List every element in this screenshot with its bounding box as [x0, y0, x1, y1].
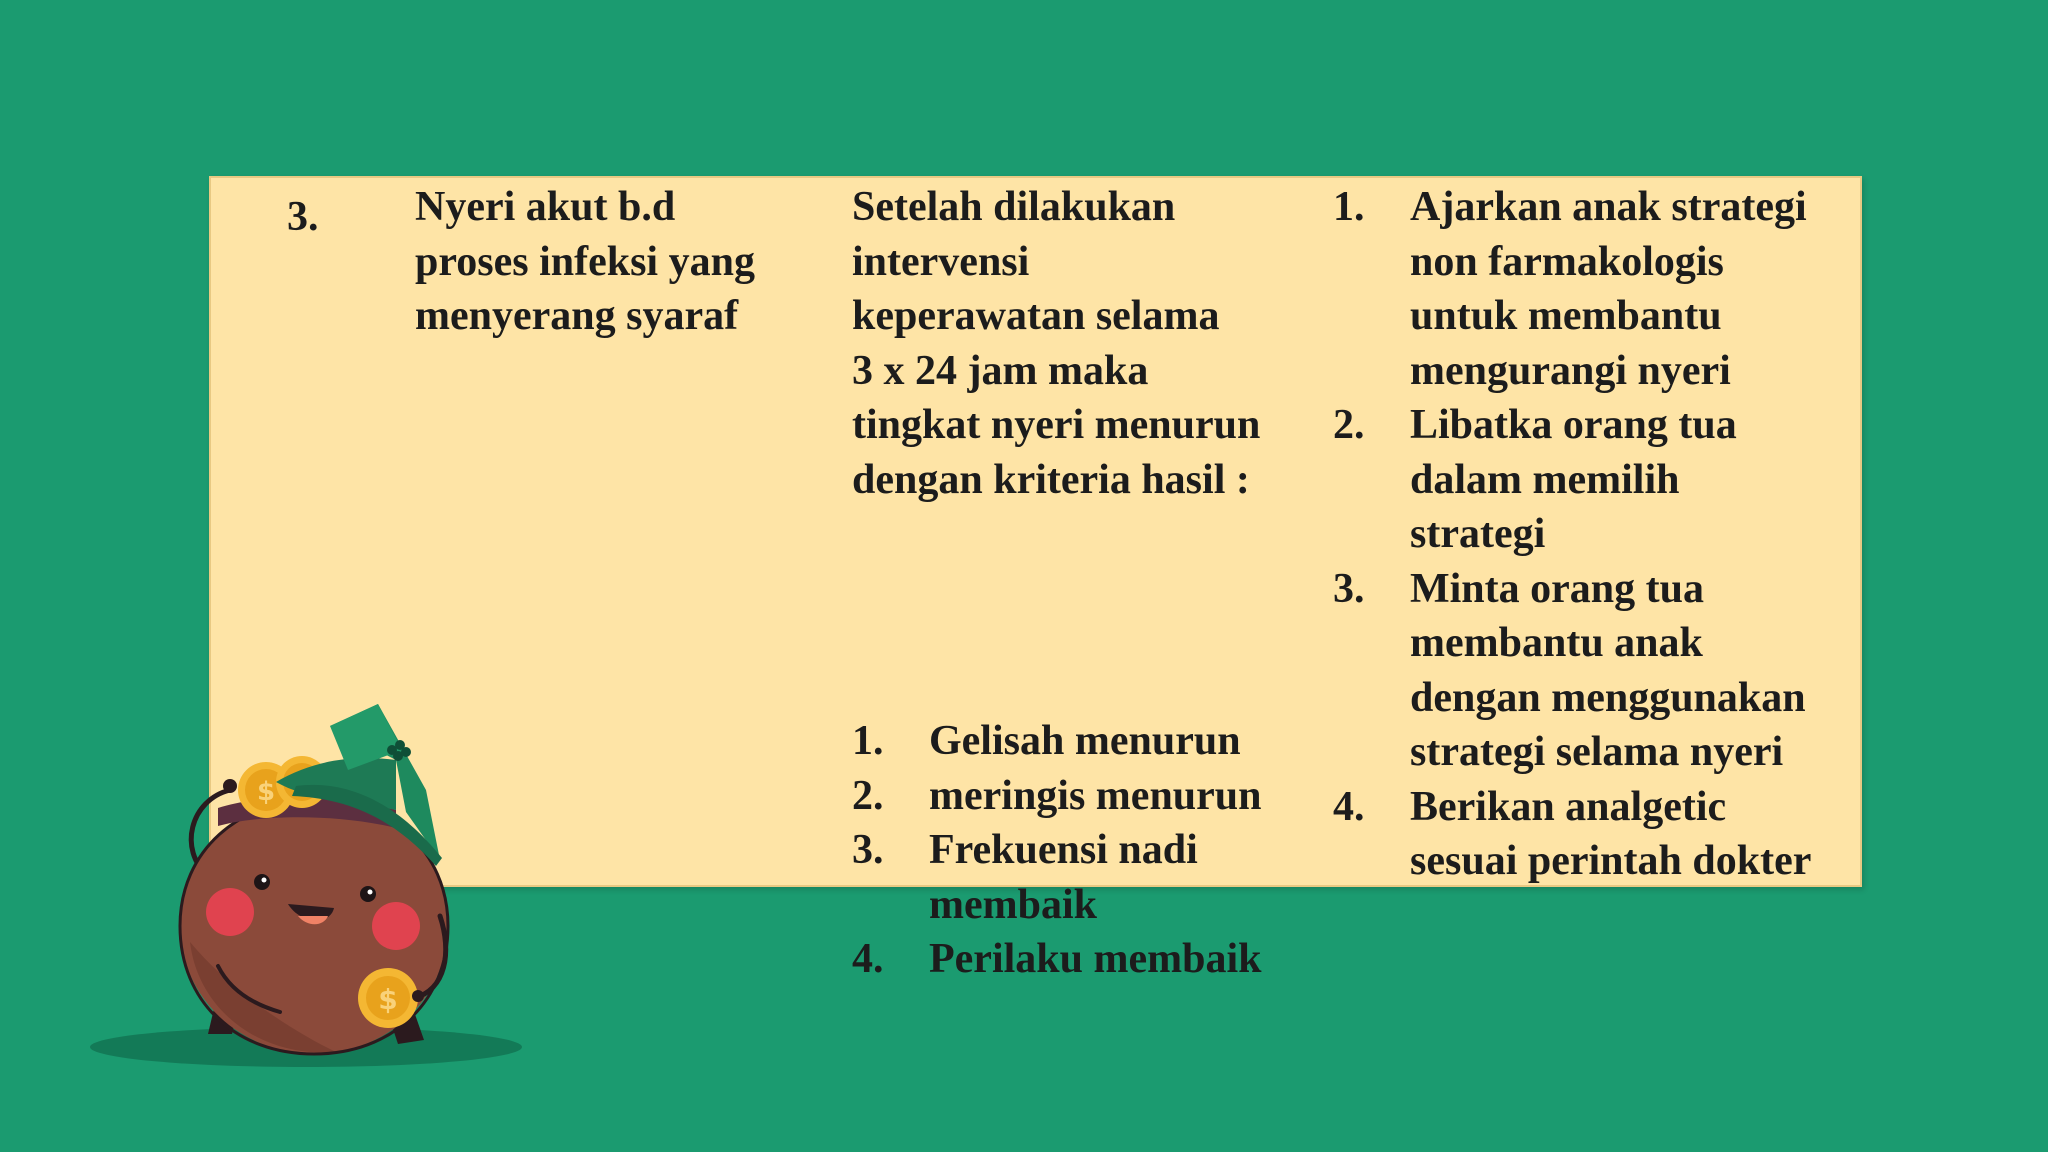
intervention-item: 4. Berikan analgetic sesuai perintah dokter: [1333, 783, 1812, 884]
intervention-item: 3. Minta orang tua membantu anak dengan menggunakan strategi selama nyeri: [1333, 565, 1806, 775]
outcome-criteria-list: [852, 714, 1322, 987]
row-number: 3.: [287, 194, 319, 240]
goal-intro-text: Setelah dilakukan intervensi keperawatan selama 3 x 24 jam maka tingkat nyeri menurun dengan kriteria hasil :: [852, 184, 1261, 503]
criteria-item: 4. Perilaku membaik: [852, 936, 1262, 982]
diagnosis-cell: Nyeri akut b.d proses infeksi yang menyerang syaraf: [415, 184, 755, 339]
intervention-item: 1. Ajarkan anak strategi non farmakologis untuk membantu mengurangi nyeri: [1333, 184, 1807, 394]
interventions-list: [1333, 180, 1863, 889]
criteria-item: 2. meringis menurun: [852, 772, 1262, 819]
coin-pot-mascot-icon: [80, 690, 540, 1080]
svg-text:$: $: [256, 777, 276, 807]
svg-text:$: $: [378, 983, 398, 1016]
criteria-item: 1. Gelisah menurun: [852, 718, 1241, 764]
criteria-item: 3. Frekuensi nadi membaik: [852, 827, 1198, 928]
intervention-item: 2. Libatka orang tua dalam memilih strategi: [1333, 402, 1737, 557]
